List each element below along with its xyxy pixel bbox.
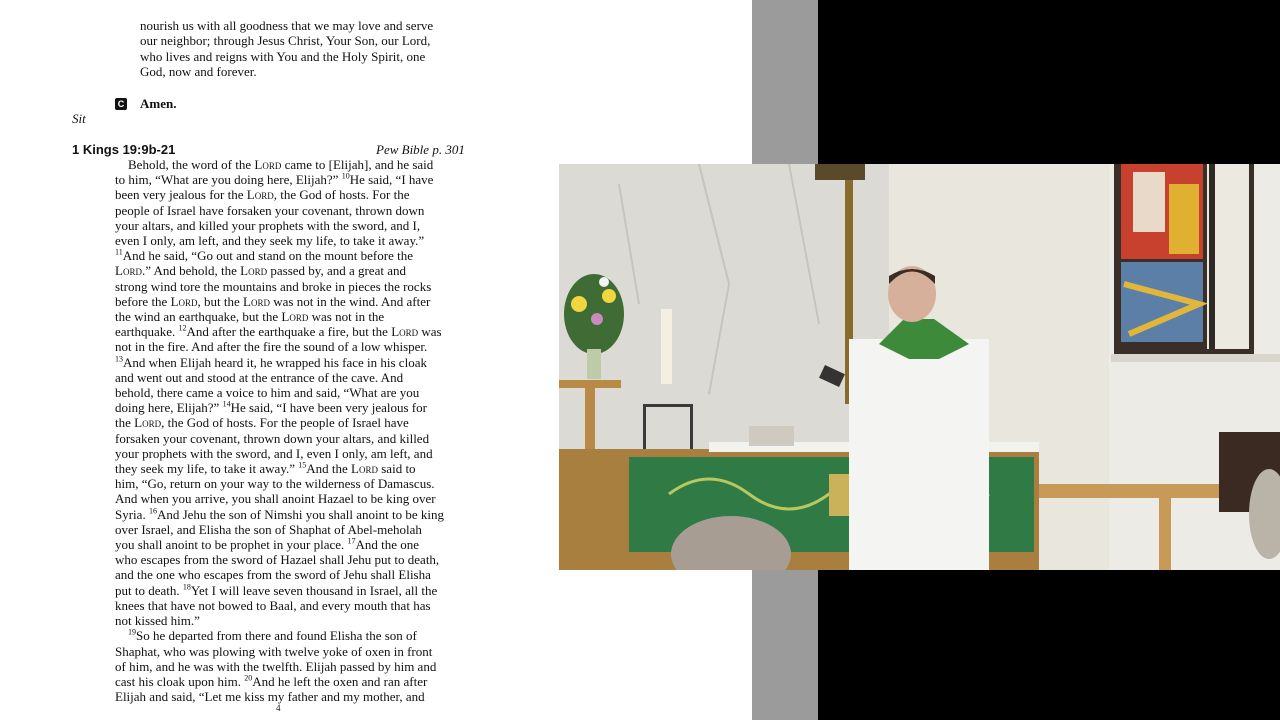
reading-line: And when you arrive, you shall anoint Hazael to be king over	[115, 491, 436, 507]
reading-line: who escapes from the sword of Hazael shall Jehu put to death,	[115, 552, 440, 568]
pew-bible-reference: Pew Bible p. 301	[376, 142, 465, 157]
video-feed-icon	[559, 164, 1280, 570]
reading-line: earthquake. $^{12}$And after the earthquake a fire, but the Lord was	[115, 323, 442, 340]
reading-line: knees that have not bowed to Baal, and every mouth that has	[115, 597, 431, 613]
reading-line: not kissed him.”	[115, 613, 200, 629]
reading-line: been very jealous for the Lord, the God of hosts. For the	[115, 187, 410, 203]
reading-line: $^{13}$And when Elijah heard it, he wrapped his face in his cloak	[115, 354, 427, 370]
reading-line: even I only, am left, and they seek my life, to take it away.”	[115, 233, 425, 249]
prayer-line: God, now and forever.	[140, 63, 257, 79]
prayer-line: who lives and reigns with You and the Holy Spirit, one	[140, 48, 426, 64]
reading-line: your prophets with the sword, and I, even I only, am left, and	[115, 445, 433, 461]
reading-line: people of Israel have forsaken your covenant, thrown down	[115, 202, 425, 218]
amen-text: Amen.	[140, 96, 177, 111]
reading-line: $^{11}$And he said, “Go out and stand on the mount before the	[115, 247, 413, 264]
reading-line: put to death. $^{18}$Yet I will leave seven thousand in Israel, all the	[115, 582, 438, 598]
reading-line: over Israel, and Elisha the son of Shaphat of Abel-meholah	[115, 521, 422, 537]
congregation-badge: C	[115, 98, 127, 110]
reading-line: you shall anoint to be prophet in your place. $^{17}$And the one	[115, 536, 420, 553]
reading-line: the wind an earthquake, but the Lord was not in the	[115, 309, 385, 325]
reading-line: Lord.” And behold, the Lord passed by, and a great and	[115, 263, 406, 279]
reading-line: before the Lord, but the Lord was not in the wind. And after	[115, 293, 431, 309]
page-number: 4	[276, 703, 281, 713]
scripture-reading	[115, 157, 481, 704]
reading-line: doing here, Elijah?” $^{14}$He said, “I have been very jealous for	[115, 399, 427, 416]
reading-line: $^{19}$So he departed from there and found Elisha the son of	[128, 627, 417, 644]
reading-reference: 1 Kings 19:9b-21	[72, 142, 176, 157]
prayer-line: nourish us with all goodness that we may love and serve	[140, 18, 434, 33]
reading-line: him, “Go, return on your way to the wilderness of Damascus.	[115, 476, 435, 492]
livestream-video	[559, 164, 1280, 570]
reading-line: your altars, and killed your prophets with the sword, and I,	[115, 217, 421, 233]
reading-line: cast his cloak upon him. $^{20}$And he left the oxen and ran after	[115, 673, 428, 689]
reading-line: Shaphat, who was plowing with twelve yoke of oxen in front	[115, 643, 433, 659]
reading-line: Behold, the word of the Lord came to [Elijah], and he said	[128, 157, 434, 172]
reading-line: and went out and stood at the entrance of the cave. And	[115, 369, 404, 385]
reading-line: behold, there came a voice to him and said, “What are you	[115, 385, 420, 401]
reading-line: the Lord, the God of hosts. For the people of Israel have	[115, 415, 409, 431]
reading-line: to him, “What are you doing here, Elijah?” $^{10}$He said, “I have	[115, 171, 434, 188]
reading-line: strong wind tore the mountains and broke in pieces the rocks	[115, 278, 432, 294]
reading-line: Elijah and said, “Let me kiss my father and my mother, and	[115, 689, 425, 705]
reading-line: Syria. $^{16}$And Jehu the son of Nimshi you shall anoint to be king	[115, 506, 445, 522]
reading-line: they seek my life, to take it away.” $^{15}$And the Lord said to	[115, 460, 416, 477]
rubric-sit: Sit	[72, 111, 86, 126]
reading-line: forsaken your covenant, thrown down your altars, and killed	[115, 430, 430, 446]
prayer-line: our neighbor; through Jesus Christ, Your Son, our Lord,	[140, 33, 431, 49]
reading-line: of him, and he was with the twelfth. Elijah passed by him and	[115, 658, 437, 674]
reading-line: not in the fire. And after the fire the sound of a low whisper.	[115, 339, 428, 355]
reading-line: and the one who escapes from the sword of Jehu shall Elisha	[115, 567, 431, 583]
congregation-response	[115, 96, 176, 112]
prayer-text	[140, 18, 480, 79]
